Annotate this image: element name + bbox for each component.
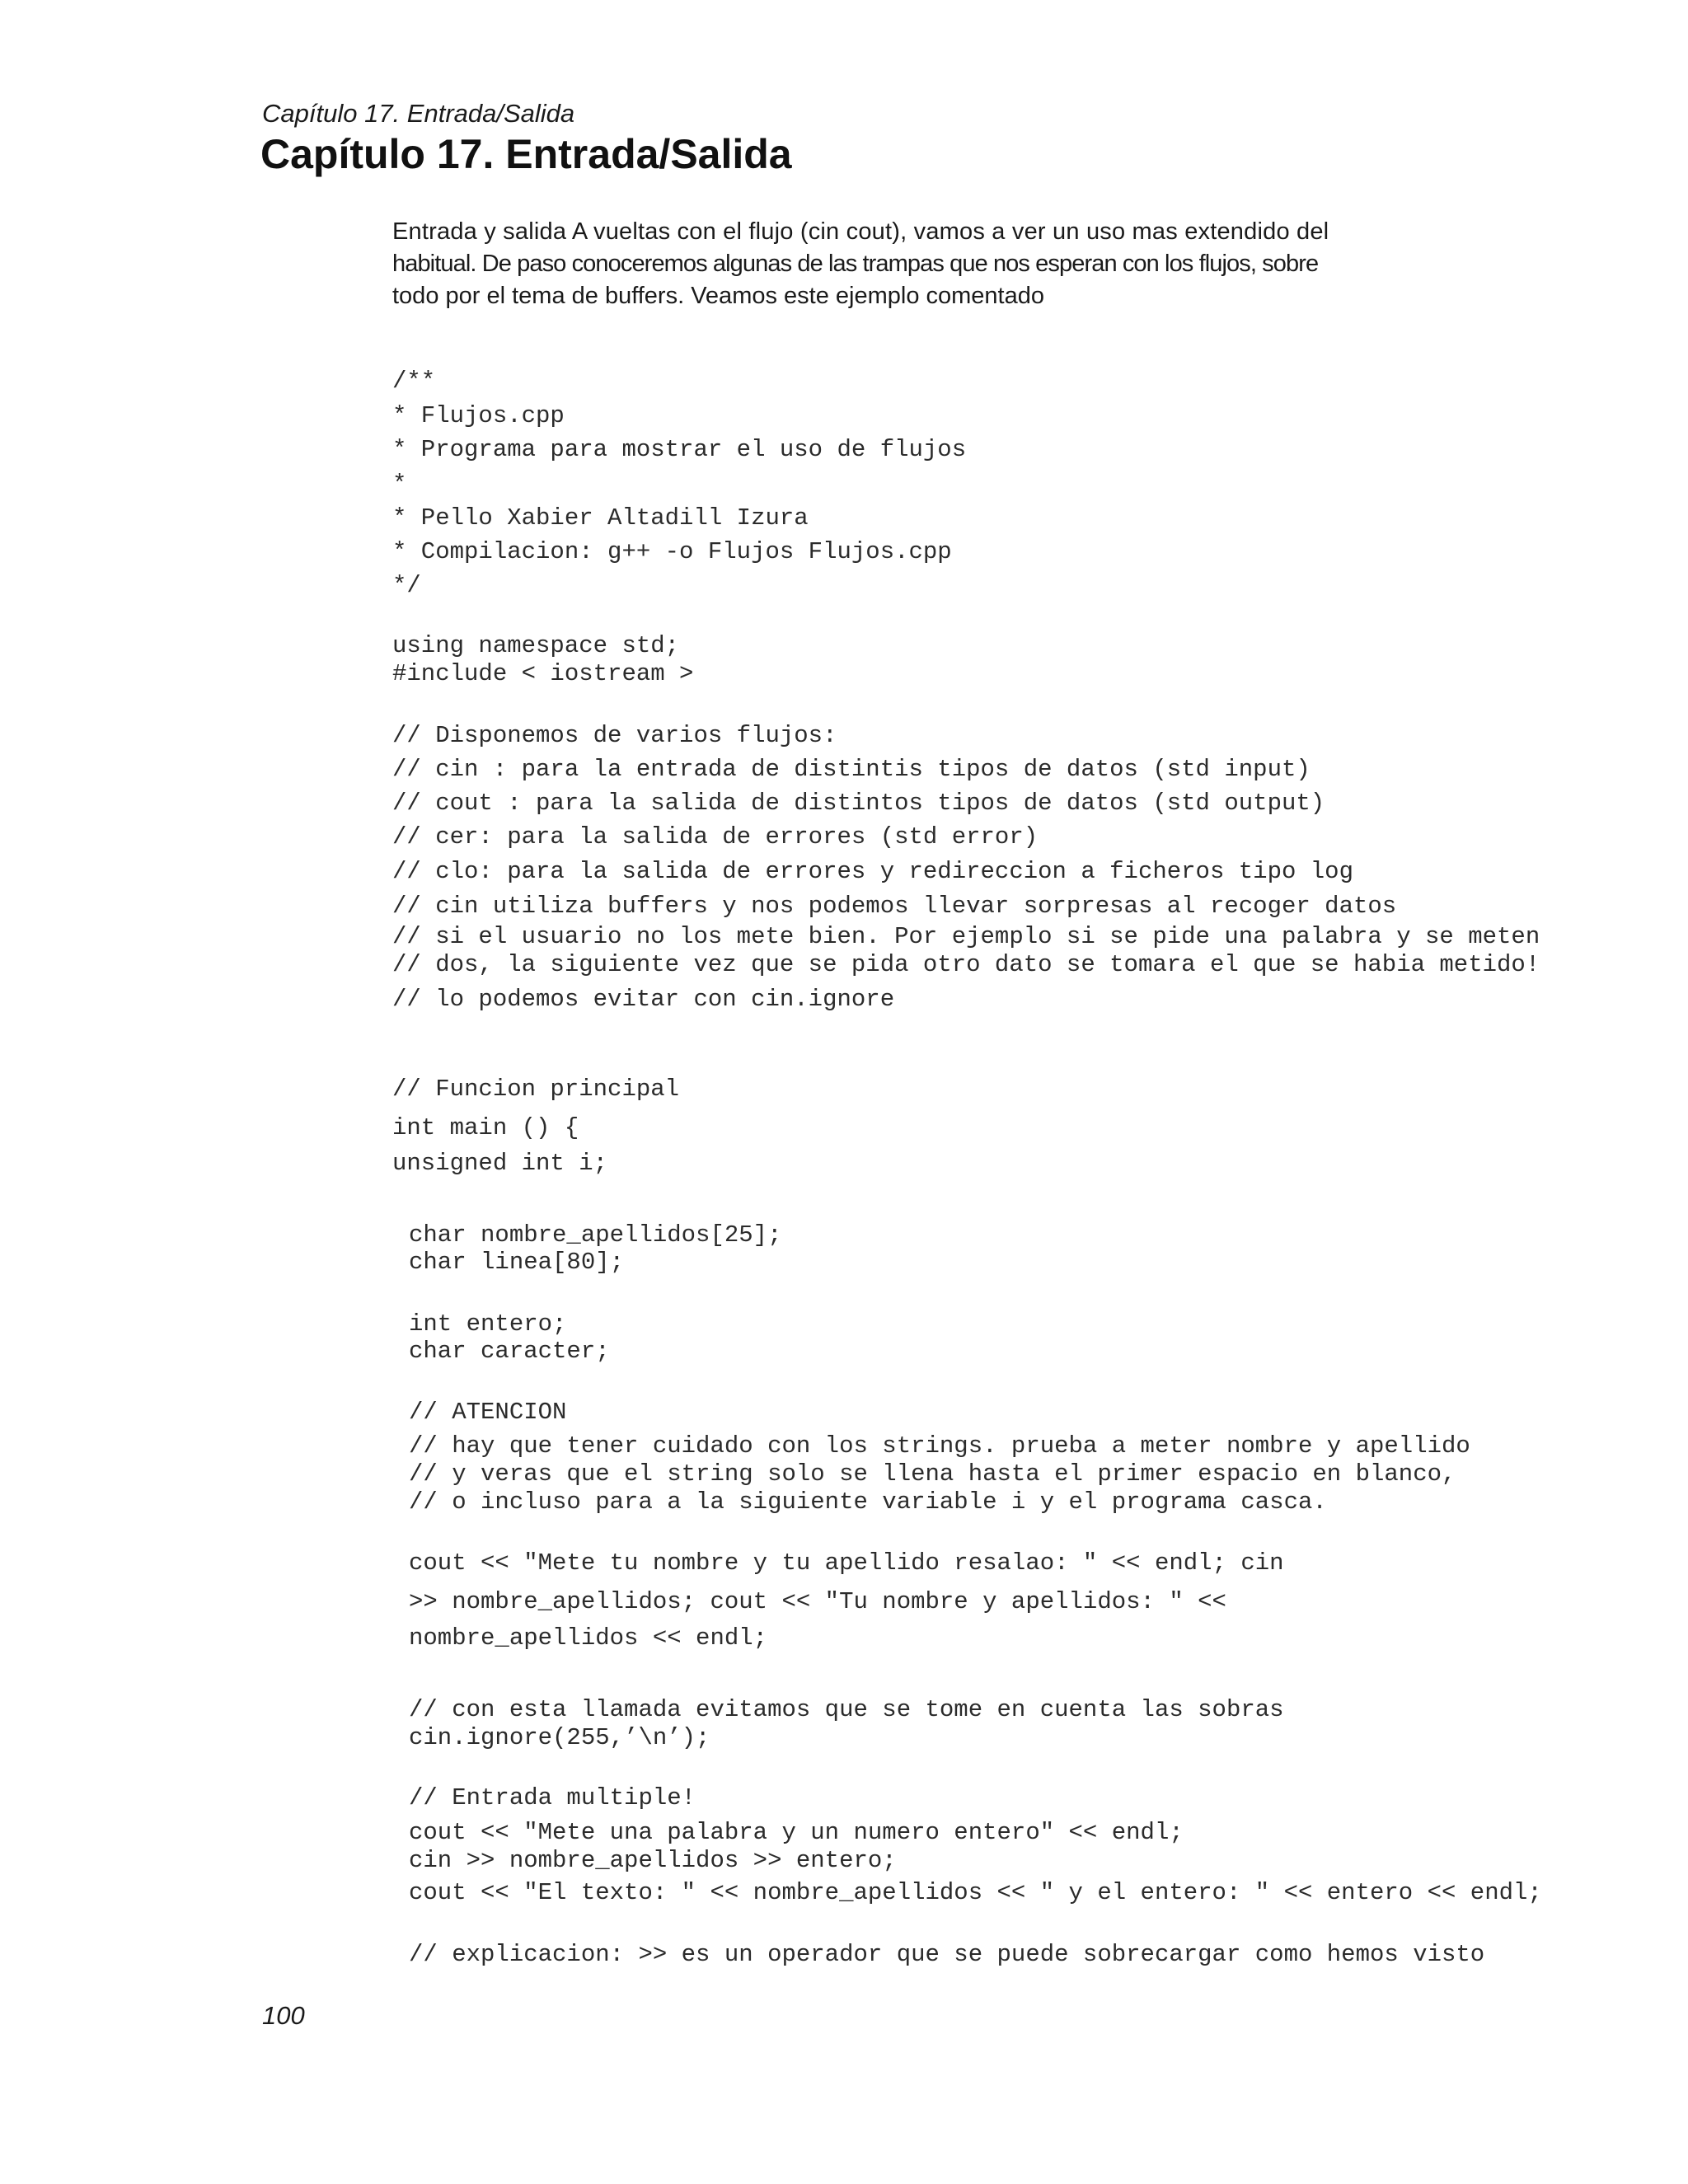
running-header: Capítulo 17. Entrada/Salida (262, 99, 575, 128)
code-line: cout << "Mete una palabra y un numero entero" << endl; (409, 1819, 1184, 1846)
code-line: // si el usuario no los mete bien. Por ejemplo si se pide una palabra y se meten (392, 923, 1540, 950)
code-line: // cer: para la salida de errores (std error) (392, 823, 1039, 851)
chapter-title: Capítulo 17. Entrada/Salida (260, 131, 792, 177)
page-number: 100 (262, 2001, 305, 2030)
code-line: nombre_apellidos << endl; (409, 1624, 768, 1652)
code-line: // cout : para la salida de distintos tipos de datos (std output) (392, 790, 1325, 817)
code-line: // explicacion: >> es un operador que se puede sobrecargar como hemos visto (409, 1941, 1485, 1968)
code-line: * Flujos.cpp (392, 402, 565, 429)
code-line: unsigned int i; (392, 1150, 608, 1177)
code-line: char nombre_apellidos[25]; (409, 1221, 782, 1249)
code-line: cout << "Mete tu nombre y tu apellido resalao: " << endl; cin (409, 1549, 1284, 1577)
code-line: cin.ignore(255,’\n’); (409, 1724, 710, 1751)
code-line: cout << "El texto: " << nombre_apellidos << " y el entero: " << entero << endl; (409, 1879, 1542, 1906)
code-line: // lo podemos evitar con cin.ignore (392, 986, 895, 1013)
code-line: // Entrada multiple! (409, 1784, 696, 1811)
code-line: // cin : para la entrada de distintis tipos de datos (std input) (392, 756, 1311, 783)
code-line: // con esta llamada evitamos que se tome en cuenta las sobras (409, 1696, 1284, 1723)
code-line: int main () { (392, 1114, 579, 1141)
code-line: // ATENCION (409, 1399, 567, 1426)
code-line: * Compilacion: g++ -o Flujos Flujos.cpp (392, 538, 952, 565)
code-line: * Programa para mostrar el uso de flujos (392, 436, 967, 463)
code-line: * (392, 471, 407, 498)
code-line: */ (392, 572, 421, 599)
code-line: * Pello Xabier Altadill Izura (392, 504, 809, 532)
code-line: cin >> nombre_apellidos >> entero; (409, 1847, 897, 1874)
code-line: char caracter; (409, 1338, 610, 1365)
code-line: // y veras que el string solo se llena hasta el primer espacio en blanco, (409, 1460, 1456, 1488)
code-line: // dos, la siguiente vez que se pida otro dato se tomara el que se habia metido! (392, 951, 1540, 978)
code-line: // clo: para la salida de errores y redireccion a ficheros tipo log (392, 858, 1353, 885)
code-line: // cin utiliza buffers y nos podemos llevar sorpresas al recoger datos (392, 893, 1397, 920)
code-line: char linea[80]; (409, 1249, 625, 1276)
code-line: >> nombre_apellidos; cout << "Tu nombre y apellidos: " << (409, 1588, 1226, 1615)
code-line: /** (392, 368, 436, 395)
intro-line: Entrada y salida A vueltas con el flujo (cin cout), vamos a ver un uso mas extendido del (392, 218, 1329, 245)
code-line: // Funcion principal (392, 1076, 680, 1103)
code-line: // hay que tener cuidado con los strings. prueba a meter nombre y apellido (409, 1432, 1470, 1460)
intro-line: habitual. De paso conoceremos algunas de las trampas que nos esperan con los flujos, sobre (392, 251, 1319, 277)
code-line: int entero; (409, 1310, 567, 1338)
intro-line: todo por el tema de buffers. Veamos este ejemplo comentado (392, 283, 1045, 309)
code-line: // o incluso para a la siguiente variable i y el programa casca. (409, 1488, 1327, 1516)
code-line: #include < iostream > (392, 660, 694, 687)
code-line: using namespace std; (392, 632, 680, 659)
code-line: // Disponemos de varios flujos: (392, 722, 837, 749)
